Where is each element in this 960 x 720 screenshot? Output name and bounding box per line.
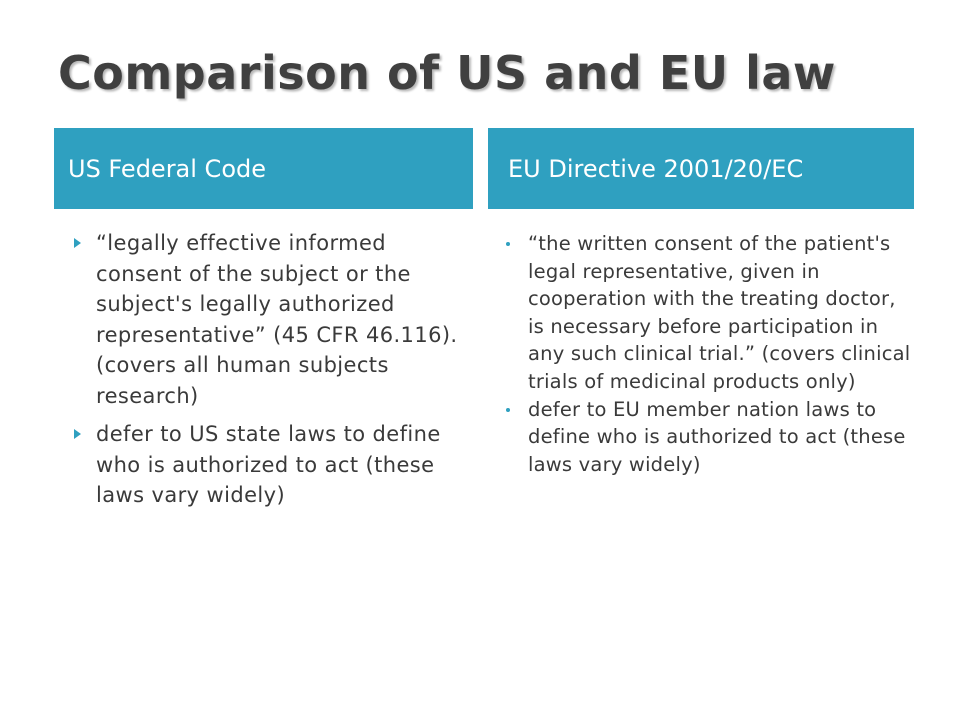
list-item xyxy=(54,419,473,511)
column-header-label: US Federal Code xyxy=(68,154,266,183)
bullet-text: defer to US state laws to define who is authorized to act (these laws vary widely) xyxy=(96,422,441,507)
dot-icon xyxy=(506,408,510,412)
bullet-text: “the written consent of the patient's legal representative, given in cooperation with the treating doctor, is necessary before participation in any such clinical trial.” (covers clinical trials of medicinal products only) xyxy=(528,232,911,393)
us-column-body xyxy=(54,228,473,519)
bullet-text: defer to EU member nation laws to define who is authorized to act (these laws vary widely) xyxy=(528,397,906,476)
list-item xyxy=(494,396,914,479)
bullet-text: “legally effective informed consent of the subject or the subject's legally authorized representative” (45 CFR 46.116). (covers all human subjects research) xyxy=(96,231,458,408)
column-header-eu-directive xyxy=(488,128,914,209)
column-header-us-federal-code xyxy=(54,128,473,209)
list-item xyxy=(494,230,914,396)
slide-title: Comparison of US and EU law xyxy=(58,46,836,100)
triangle-arrow-icon xyxy=(74,429,81,439)
column-header-label: EU Directive 2001/20/EC xyxy=(508,154,804,183)
triangle-arrow-icon xyxy=(74,238,81,248)
eu-column-body xyxy=(494,230,914,478)
list-item xyxy=(54,228,473,411)
dot-icon xyxy=(506,242,510,246)
